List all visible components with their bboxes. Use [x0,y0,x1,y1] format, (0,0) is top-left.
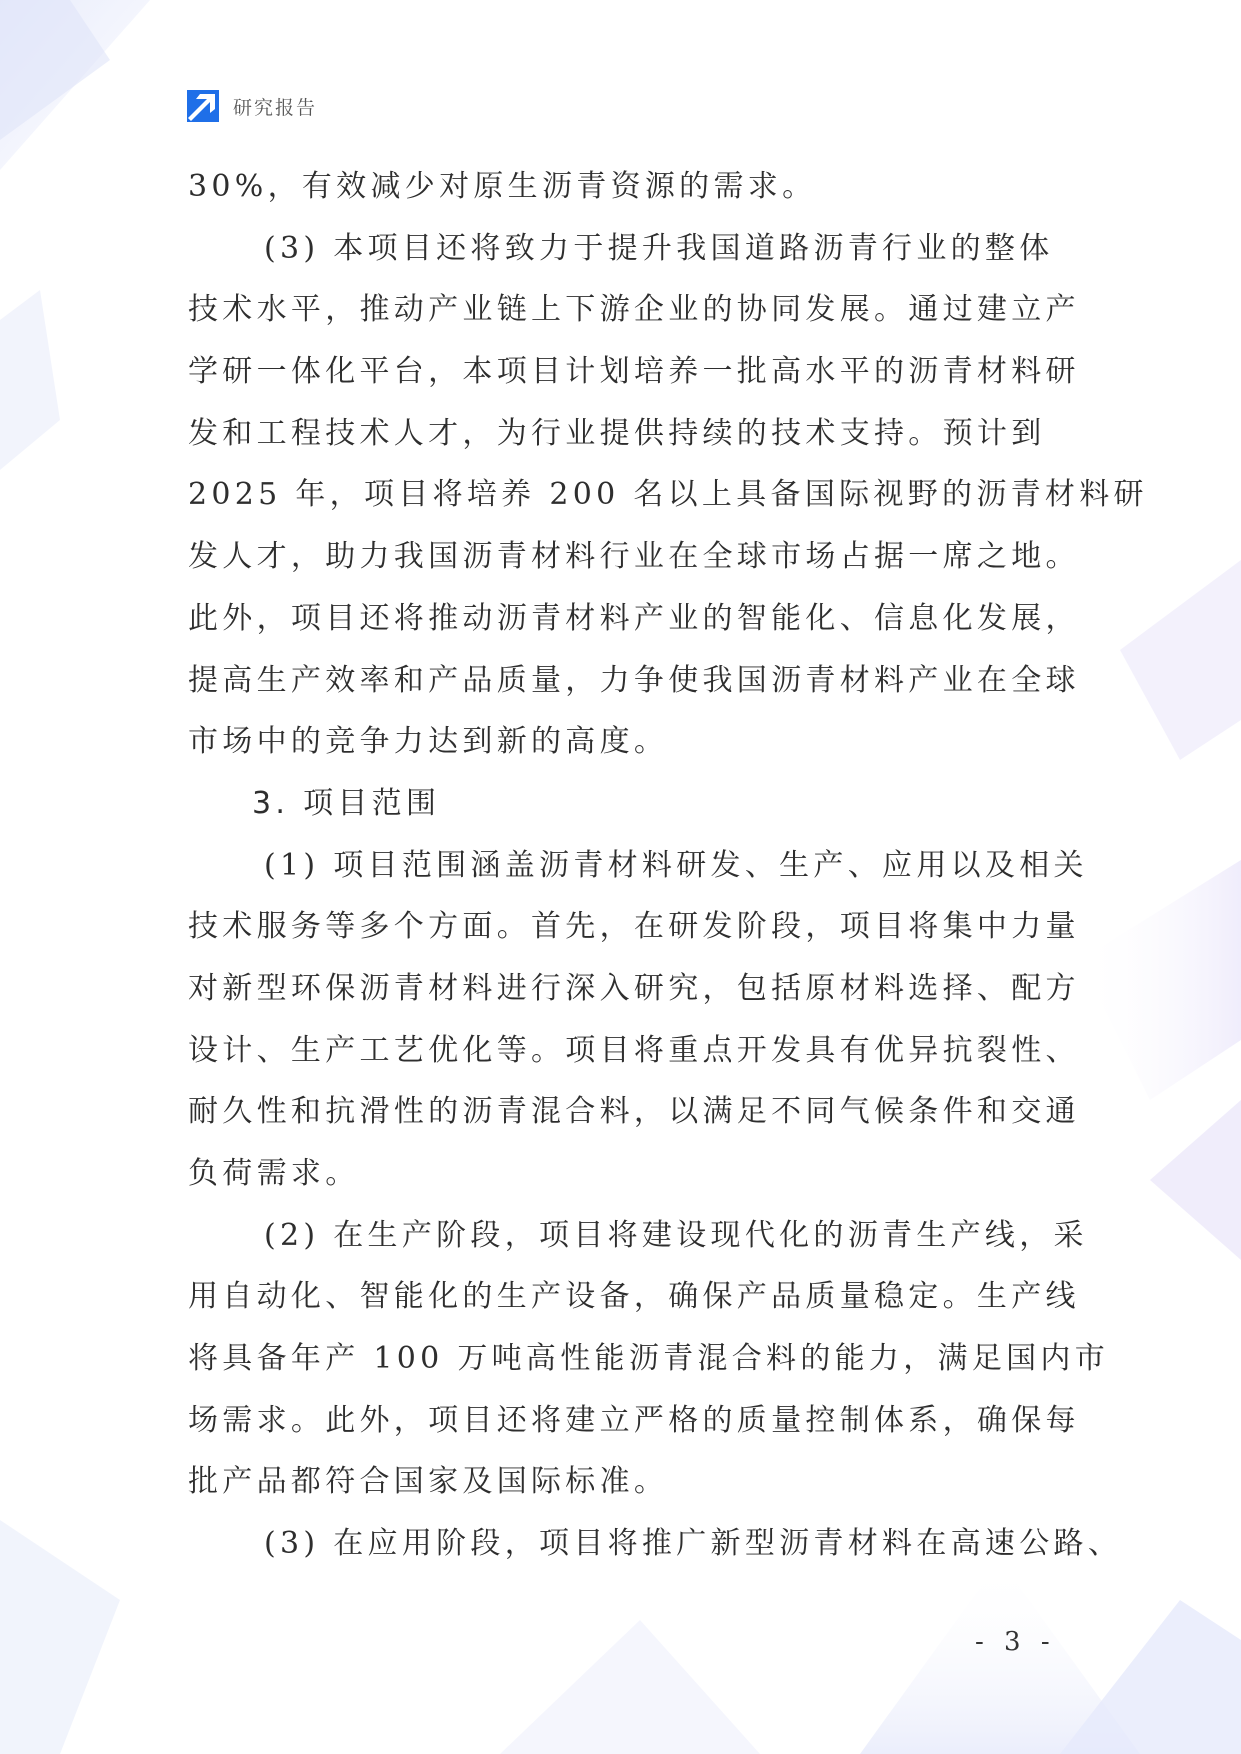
text-line: 30%，有效减少对原生沥青资源的需求。 [188,169,817,204]
section-heading-text: 项目范围 [303,785,441,821]
section-heading-number: 3. [252,785,290,821]
page-number: - 3 - [975,1627,1056,1657]
text-line: 场需求。此外，项目还将建立严格的质量控制体系，确保每 [188,1402,1080,1438]
text-line: 提高生产效率和产品质量，力争使我国沥青材料产业在全球 [188,662,1080,698]
text-line: 技术水平，推动产业链上下游企业的协同发展。通过建立产 [188,292,1080,328]
section-heading [188,773,1068,835]
header-title: 研究报告 [233,96,318,119]
body-text [188,156,1148,1575]
text-line: 2025 年，项目将培养 200 名以上具备国际视野的沥青材料研 [188,477,1148,513]
text-line: 发和工程技术人才，为行业提供持续的技术支持。预计到 [188,415,1046,451]
text-line: 设计、生产工艺优化等。项目将重点开发具有优异抗裂性、 [188,1032,1080,1068]
report-header [187,90,317,122]
text-line: 将具备年产 100 万吨高性能沥青混合料的能力，满足国内市 [188,1341,1110,1377]
paragraph-start-line: (1) 项目范围涵盖沥青材料研发、生产、应用以及相关 [264,847,1088,883]
text-line: 市场中的竞争力达到新的高度。 [188,724,669,760]
text-line: 耐久性和抗滑性的沥青混合料，以满足不同气候条件和交通 [188,1094,1080,1130]
text-line: 用自动化、智能化的生产设备，确保产品质量稳定。生产线 [188,1279,1080,1315]
paragraph-start-line: (3) 在应用阶段，项目将推广新型沥青材料在高速公路、 [264,1526,1123,1562]
arrow-logo-icon [187,90,219,122]
text-line: 此外，项目还将推动沥青材料产业的智能化、信息化发展， [188,600,1080,636]
text-line: 批产品都符合国家及国际标准。 [188,1464,669,1500]
text-line: 技术服务等多个方面。首先，在研发阶段，项目将集中力量 [188,909,1080,945]
paragraph-start-line: (2) 在生产阶段，项目将建设现代化的沥青生产线，采 [264,1217,1088,1253]
paragraph-start-line: (3) 本项目还将致力于提升我国道路沥青行业的整体 [264,230,1054,266]
text-line: 发人才，助力我国沥青材料行业在全球市场占据一席之地。 [188,539,1080,575]
text-line: 学研一体化平台，本项目计划培养一批高水平的沥青材料研 [188,354,1080,390]
text-line: 对新型环保沥青材料进行深入研究，包括原材料选择、配方 [188,970,1080,1006]
text-line: 负荷需求。 [188,1156,360,1191]
